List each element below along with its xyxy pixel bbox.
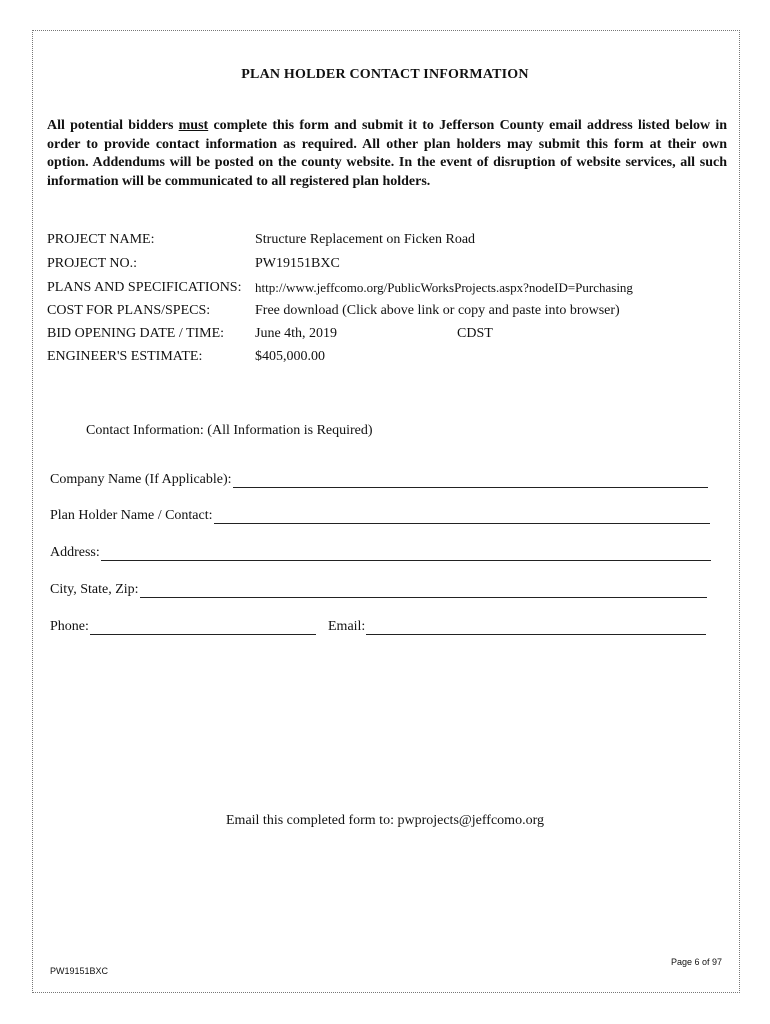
- bid-timezone: CDST: [457, 326, 493, 341]
- page-number: Page 6 of 97: [670, 957, 722, 967]
- email-line[interactable]: [366, 621, 706, 635]
- city-line[interactable]: [140, 584, 707, 598]
- phone-label: Phone:: [50, 619, 89, 634]
- company-line[interactable]: [233, 474, 708, 488]
- estimate-label: ENGINEER'S ESTIMATE:: [47, 349, 203, 364]
- project-name-label: PROJECT NAME:: [47, 232, 155, 247]
- phone-field[interactable]: [50, 619, 316, 635]
- holder-line[interactable]: [214, 510, 710, 524]
- form-title: PLAN HOLDER CONTACT INFORMATION: [241, 67, 529, 82]
- intro-paragraph: [47, 117, 727, 191]
- project-no-label: PROJECT NO.:: [47, 256, 137, 271]
- plans-label: PLANS AND SPECIFICATIONS:: [47, 280, 242, 295]
- cost-value: Free download (Click above link or copy and paste into browser): [255, 303, 620, 318]
- company-label: Company Name (If Applicable):: [50, 472, 232, 487]
- address-line[interactable]: [101, 547, 711, 561]
- company-field[interactable]: [50, 472, 708, 488]
- phone-line[interactable]: [90, 621, 316, 635]
- intro-text-2: complete this form and submit it to Jefferson County email address listed below in order to provide contact information as required. All other plan holders may submit this form at their own option. Addendums will be posted on the county website. In the event of disruption of website services, all such information will be communicated to all registered plan holders.: [47, 118, 727, 189]
- address-label: Address:: [50, 545, 100, 560]
- submit-email-line: Email this completed form to: pwprojects@jeffcomo.org: [226, 813, 544, 828]
- document-id: PW19151BXC: [50, 966, 109, 976]
- plans-url[interactable]: http://www.jeffcomo.org/PublicWorksProjects.aspx?nodeID=Purchasing: [255, 280, 633, 295]
- intro-text-1: All potential bidders: [47, 118, 179, 133]
- project-name-value: Structure Replacement on Ficken Road: [255, 232, 476, 247]
- cost-label: COST FOR PLANS/SPECS:: [47, 303, 211, 318]
- bid-date: June 4th, 2019: [255, 326, 338, 341]
- holder-label: Plan Holder Name / Contact:: [50, 508, 213, 523]
- email-label: Email:: [328, 619, 366, 634]
- city-label: City, State, Zip:: [50, 582, 139, 597]
- intro-must: must: [178, 118, 209, 133]
- address-field[interactable]: [50, 545, 711, 561]
- project-no-value: PW19151BXC: [255, 256, 340, 271]
- estimate-value: $405,000.00: [255, 349, 325, 364]
- holder-field[interactable]: [50, 508, 710, 524]
- bid-label: BID OPENING DATE / TIME:: [47, 326, 225, 341]
- email-field[interactable]: [328, 619, 706, 635]
- city-field[interactable]: [50, 582, 707, 598]
- contact-heading: Contact Information: (All Information is Required): [86, 423, 373, 438]
